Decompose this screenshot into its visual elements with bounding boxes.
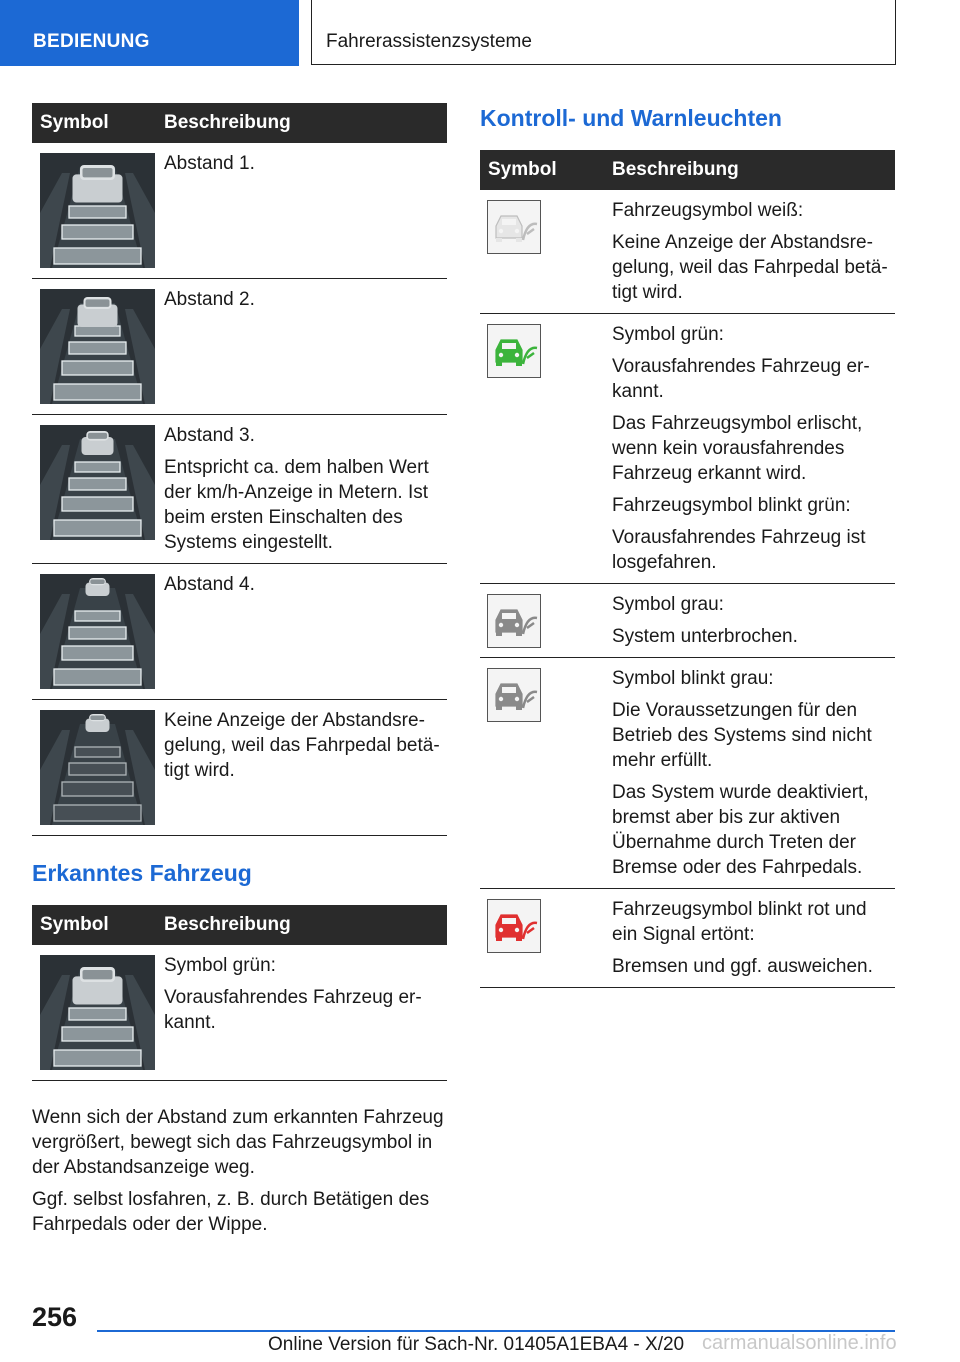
symbol-cell — [480, 314, 604, 584]
description-line: Die Voraussetzungen für den Betrieb des Systems sind nicht mehr erfüllt. — [612, 700, 872, 771]
distance-off-image — [40, 710, 155, 825]
description-line: Fahrzeugsymbol blinkt rot und ein Signal ertönt: — [612, 899, 867, 945]
paragraph: Wenn sich der Abstand zum erkannten Fahrzeug vergrößert, bewegt sich das Fahrzeugsymbol in der Abstandsanzeige weg. — [32, 1107, 444, 1178]
distance-4-image — [40, 574, 155, 689]
section-tab — [0, 0, 299, 66]
table-row — [32, 279, 447, 415]
col-header-description: Beschreibung — [156, 905, 447, 945]
distance-table — [32, 103, 447, 836]
table-row — [32, 700, 447, 836]
symbol-cell — [32, 700, 156, 836]
description-cell — [156, 143, 447, 279]
col-header-symbol: Symbol — [32, 103, 156, 143]
section-heading-warning-lights: Kontroll- und Warnleuchten — [480, 105, 782, 131]
paragraph: Ggf. selbst losfahren, z. B. durch Betätigen des Fahrpedals oder der Wippe. — [32, 1189, 430, 1235]
vehicle-grey-blink-icon — [487, 668, 541, 722]
description-cell — [156, 564, 447, 700]
description-line: Fahrzeugsymbol weiß: — [612, 200, 804, 221]
recognized-vehicle-table — [32, 905, 447, 1081]
description-line: System unterbrochen. — [612, 626, 798, 647]
table-row — [32, 564, 447, 700]
section-heading-recognized-vehicle: Erkanntes Fahrzeug — [32, 860, 252, 886]
table-row — [480, 314, 895, 584]
table-row — [32, 415, 447, 564]
description-line: Symbol grau: — [612, 594, 724, 615]
description-line: Keine Anzeige der Abstandsregelung, weil das Fahrpedal betätigt wird. — [164, 710, 440, 781]
col-header-symbol: Symbol — [480, 150, 604, 190]
warning-lights-table — [480, 150, 895, 988]
description-line: Das System wurde deaktiviert, bremst aber bis zur aktiven Übernahme durch Treten der Bremse oder des Fahrpedals. — [612, 782, 869, 878]
distance-2-image — [40, 289, 155, 404]
description-line: Entspricht ca. dem halben Wert der km/h-Anzeige in Metern. Ist beim ersten Einschalten des Systems eingestellt. — [164, 457, 429, 553]
online-version-text: Online Version für Sach-Nr. 01405A1EBA4 - X/20 — [268, 1334, 685, 1355]
description-cell — [604, 658, 895, 889]
vehicle-red-icon — [487, 899, 541, 953]
symbol-cell — [32, 279, 156, 415]
chapter-title-box — [311, 0, 896, 65]
symbol-cell — [480, 584, 604, 658]
table-row — [32, 945, 447, 1081]
section-label: BEDIENUNG — [33, 31, 150, 52]
description-line: Das Fahrzeugsymbol erlischt, wenn kein vorausfahrendes Fahrzeug erkannt wird. — [612, 413, 863, 484]
distance-3-image — [40, 425, 155, 540]
description-line: Symbol blinkt grau: — [612, 668, 774, 689]
description-line: Abstand 3. — [164, 425, 255, 446]
description-line: Vorausfahrendes Fahrzeug erkannt. — [612, 356, 870, 402]
description-line: Abstand 2. — [164, 289, 255, 310]
description-line: Keine Anzeige der Abstandsregelung, weil das Fahrpedal betätigt wird. — [612, 232, 888, 303]
col-header-description: Beschreibung — [156, 103, 447, 143]
chapter-title: Fahrerassistenzsysteme — [326, 31, 532, 52]
recognized-vehicle-text — [32, 1105, 452, 1244]
watermark-text: carmanualsonline.info — [702, 1332, 897, 1354]
description-line: Fahrzeugsymbol blinkt grün: — [612, 495, 851, 516]
description-cell — [604, 314, 895, 584]
description-cell — [156, 945, 447, 1081]
description-cell — [156, 279, 447, 415]
table-row — [480, 889, 895, 988]
symbol-cell — [480, 190, 604, 314]
vehicle-white-icon — [487, 200, 541, 254]
description-line: Vorausfahrendes Fahrzeug ist losgefahren. — [612, 527, 866, 573]
recognized-table-container — [32, 905, 447, 1081]
table-row — [480, 658, 895, 889]
description-cell — [156, 415, 447, 564]
symbol-cell — [32, 564, 156, 700]
symbol-cell — [32, 415, 156, 564]
table-row — [480, 190, 895, 314]
description-line: Abstand 1. — [164, 153, 255, 174]
symbol-cell — [32, 945, 156, 1081]
description-cell — [604, 889, 895, 988]
col-header-symbol: Symbol — [32, 905, 156, 945]
description-line: Symbol grün: — [164, 955, 276, 976]
vehicle-green-icon — [487, 324, 541, 378]
table-row — [32, 143, 447, 279]
description-line: Abstand 4. — [164, 574, 255, 595]
distance-table-container — [32, 103, 447, 836]
recognized-vehicle-image — [40, 955, 155, 1070]
page-number: 256 — [32, 1302, 78, 1332]
description-cell — [604, 190, 895, 314]
description-line: Symbol grün: — [612, 324, 724, 345]
description-cell — [604, 584, 895, 658]
symbol-cell — [480, 889, 604, 988]
description-line: Vorausfahrendes Fahrzeug erkannt. — [164, 987, 422, 1033]
description-line: Bremsen und ggf. ausweichen. — [612, 956, 873, 977]
symbol-cell — [480, 658, 604, 889]
symbol-cell — [32, 143, 156, 279]
distance-1-image — [40, 153, 155, 268]
col-header-description: Beschreibung — [604, 150, 895, 190]
warning-table-container — [480, 150, 895, 988]
table-row — [480, 584, 895, 658]
description-cell — [156, 700, 447, 836]
page-header — [0, 0, 960, 66]
vehicle-grey-icon — [487, 594, 541, 648]
